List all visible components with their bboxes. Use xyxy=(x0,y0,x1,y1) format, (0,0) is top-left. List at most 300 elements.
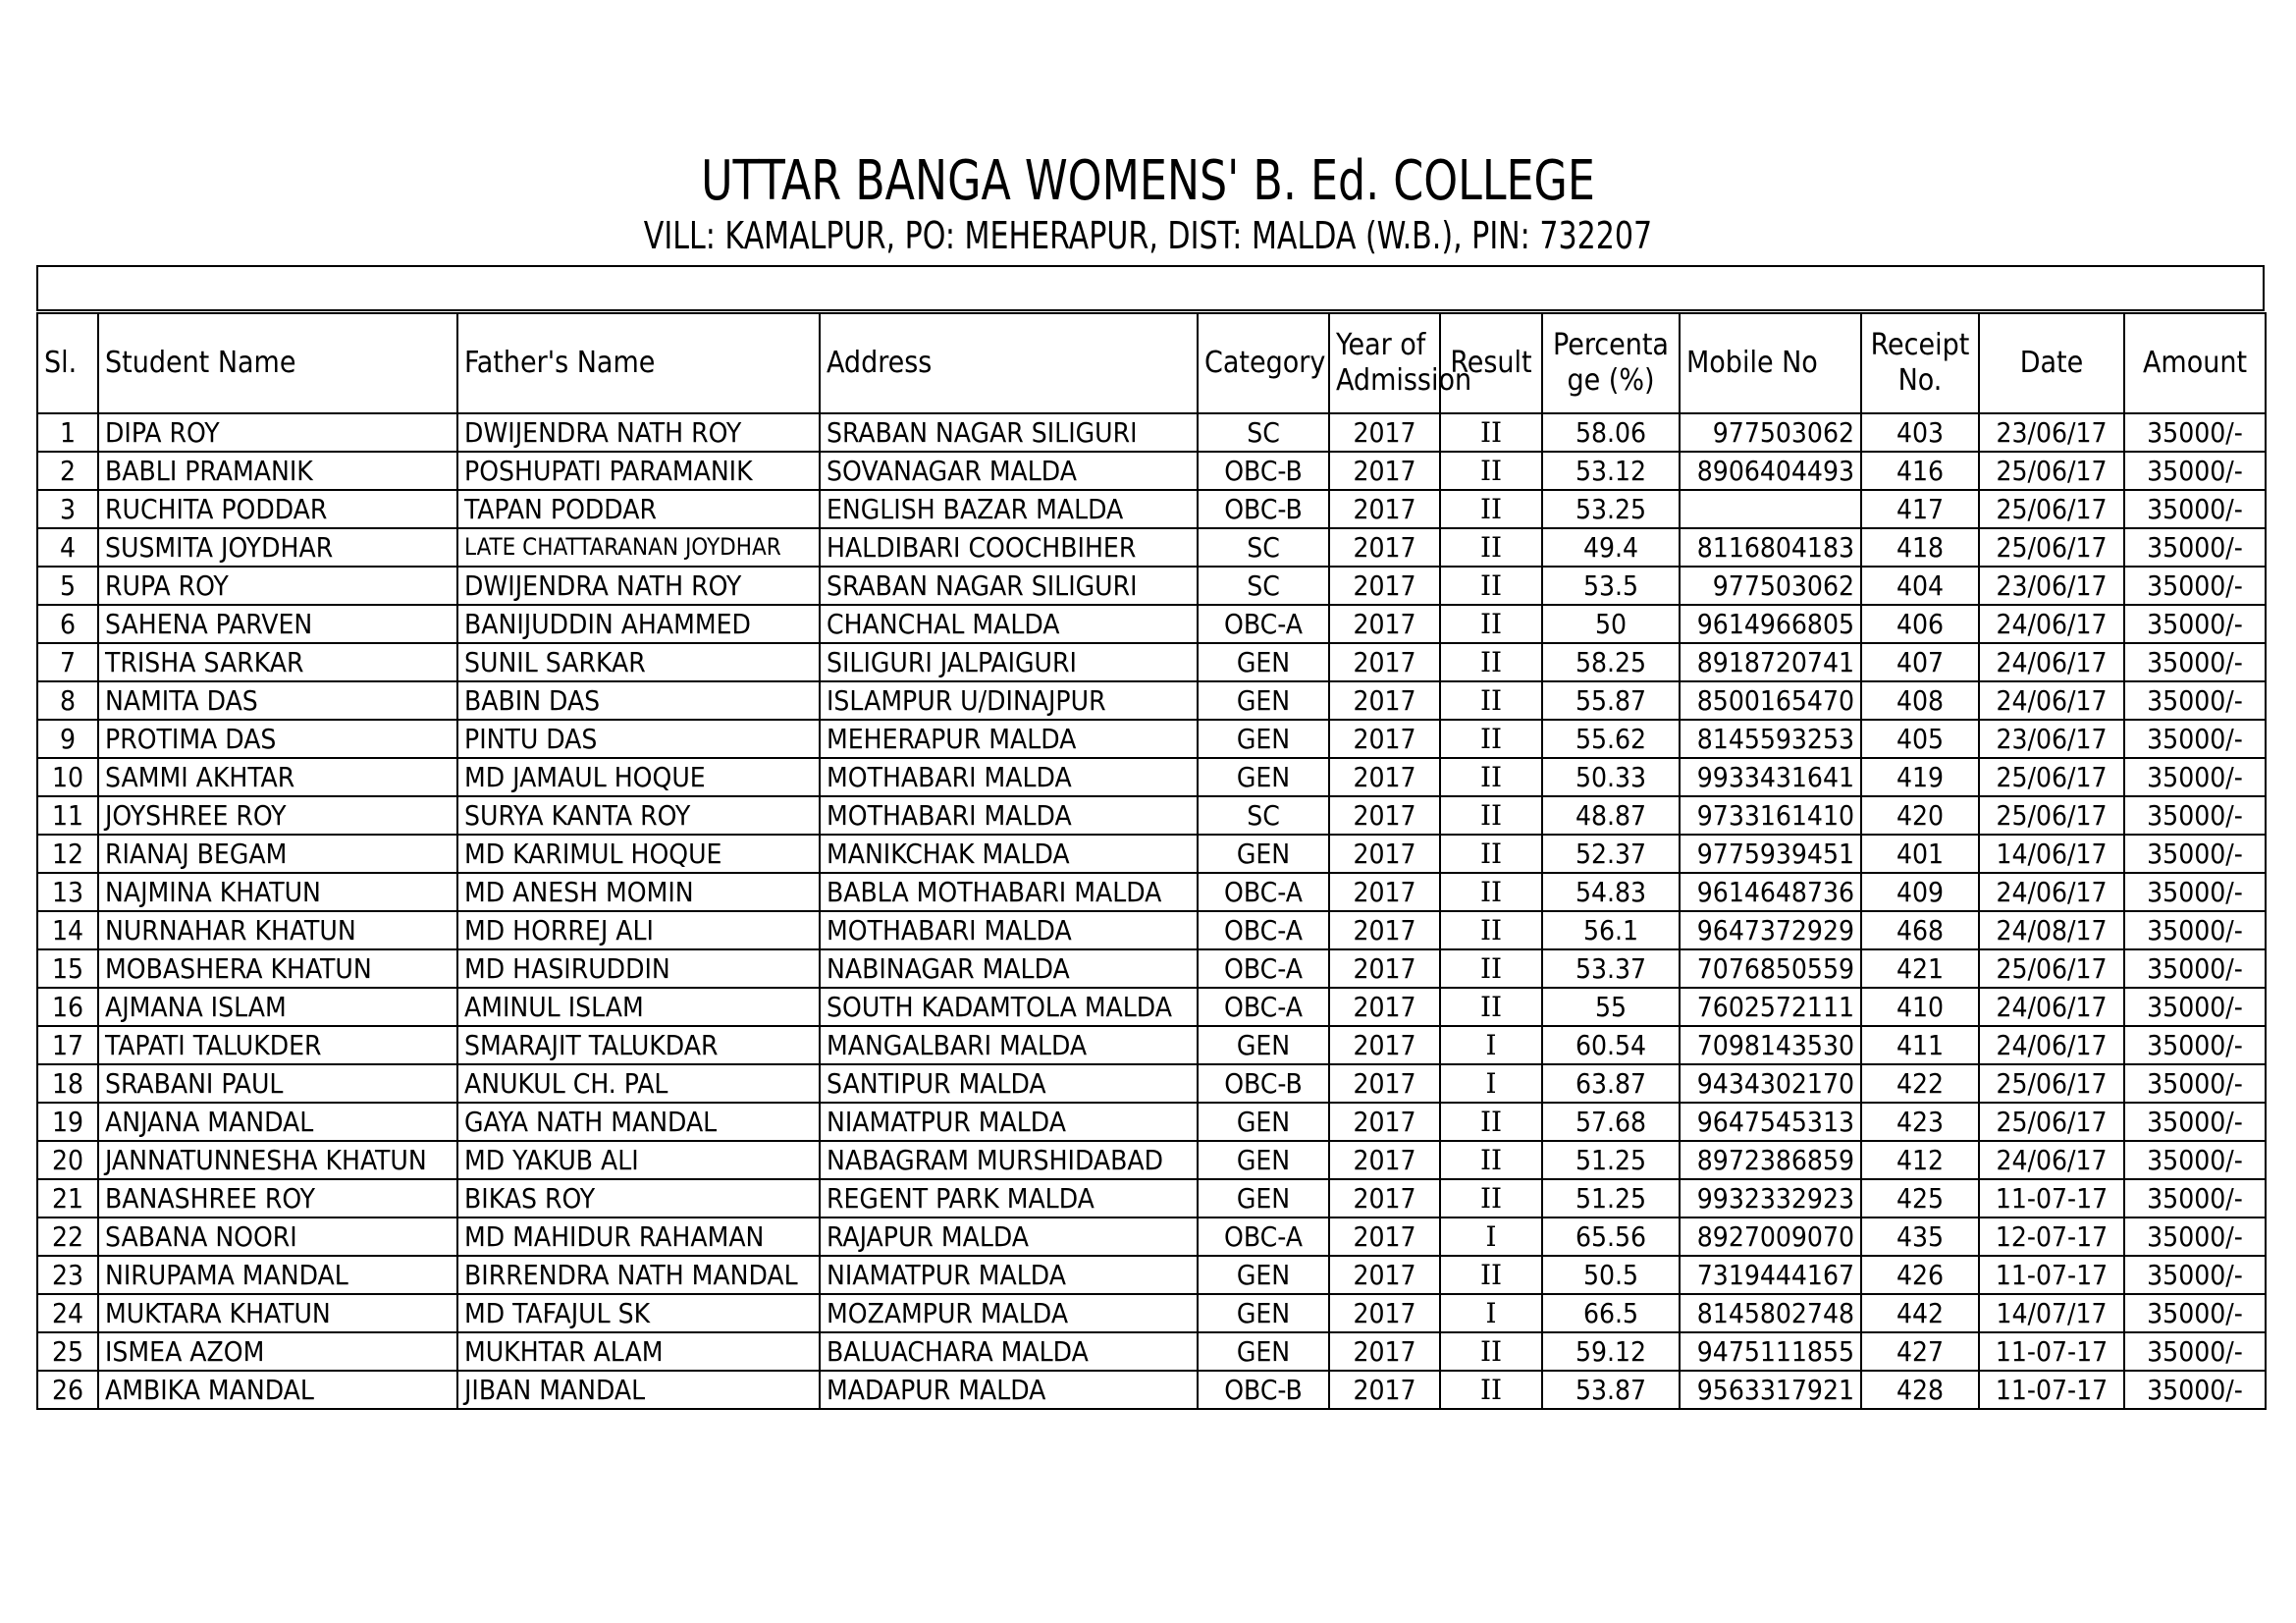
category-cell: SC xyxy=(1198,567,1329,605)
mobile-cell: 8500165470 xyxy=(1680,681,1861,720)
date-cell: 24/06/17 xyxy=(1979,681,2124,720)
address-cell: BABLA MOTHABARI MALDA xyxy=(820,873,1198,911)
result-cell: II xyxy=(1440,605,1542,643)
amount-cell: 35000/- xyxy=(2124,1141,2266,1179)
address-cell: BALUACHARA MALDA xyxy=(820,1332,1198,1371)
address-cell: HALDIBARI COOCHBIHER xyxy=(820,528,1198,567)
mobile-cell: 7098143530 xyxy=(1680,1026,1861,1064)
result-cell: II xyxy=(1440,949,1542,988)
mobile-cell: 8972386859 xyxy=(1680,1141,1861,1179)
result-cell: II xyxy=(1440,452,1542,490)
father-name-cell: MUKHTAR ALAM xyxy=(457,1332,820,1371)
college-address: VILL: KAMALPUR, PO: MEHERAPUR, DIST: MALDA (W.B.), PIN: 732207 xyxy=(643,214,1653,257)
father-name-cell: BIKAS ROY xyxy=(457,1179,820,1217)
receipt-cell: 405 xyxy=(1861,720,1979,758)
date-cell: 11-07-17 xyxy=(1979,1256,2124,1294)
receipt-cell: 408 xyxy=(1861,681,1979,720)
date-cell: 24/06/17 xyxy=(1979,643,2124,681)
receipt-cell: 416 xyxy=(1861,452,1979,490)
result-cell: II xyxy=(1440,796,1542,835)
year-cell: 2017 xyxy=(1329,490,1440,528)
category-cell: OBC-A xyxy=(1198,873,1329,911)
table-row xyxy=(37,873,2266,911)
percentage-cell: 51.25 xyxy=(1542,1179,1680,1217)
category-cell: GEN xyxy=(1198,1026,1329,1064)
amount-cell: 35000/- xyxy=(2124,1294,2266,1332)
table-row xyxy=(37,1064,2266,1103)
receipt-cell: 425 xyxy=(1861,1179,1979,1217)
category-cell: GEN xyxy=(1198,1103,1329,1141)
receipt-cell: 406 xyxy=(1861,605,1979,643)
percentage-cell: 55 xyxy=(1542,988,1680,1026)
mobile-cell xyxy=(1680,490,1861,528)
address-cell: SILIGURI JALPAIGURI xyxy=(820,643,1198,681)
address-cell: MADAPUR MALDA xyxy=(820,1371,1198,1409)
date-cell: 25/06/17 xyxy=(1979,528,2124,567)
sl-cell: 24 xyxy=(37,1294,98,1332)
table-row xyxy=(37,413,2266,452)
category-cell: GEN xyxy=(1198,1332,1329,1371)
year-cell: 2017 xyxy=(1329,1026,1440,1064)
sl-cell: 5 xyxy=(37,567,98,605)
year-cell: 2017 xyxy=(1329,720,1440,758)
table-row xyxy=(37,911,2266,949)
amount-cell: 35000/- xyxy=(2124,452,2266,490)
amount-cell: 35000/- xyxy=(2124,681,2266,720)
mobile-cell: 9647545313 xyxy=(1680,1103,1861,1141)
sl-cell: 16 xyxy=(37,988,98,1026)
table-row xyxy=(37,1103,2266,1141)
year-cell: 2017 xyxy=(1329,605,1440,643)
mobile-cell: 8918720741 xyxy=(1680,643,1861,681)
amount-cell: 35000/- xyxy=(2124,643,2266,681)
result-cell: II xyxy=(1440,413,1542,452)
father-name-cell: MD ANESH MOMIN xyxy=(457,873,820,911)
table-row xyxy=(37,720,2266,758)
receipt-cell: 412 xyxy=(1861,1141,1979,1179)
table-row xyxy=(37,1371,2266,1409)
date-cell: 25/06/17 xyxy=(1979,949,2124,988)
year-cell: 2017 xyxy=(1329,949,1440,988)
result-cell: II xyxy=(1440,720,1542,758)
father-name-cell: LATE CHATTARANAN JOYDHAR xyxy=(457,528,820,567)
amount-cell: 35000/- xyxy=(2124,1256,2266,1294)
amount-cell: 35000/- xyxy=(2124,1103,2266,1141)
student-name-cell: MUKTARA KHATUN xyxy=(98,1294,457,1332)
percentage-cell: 53.5 xyxy=(1542,567,1680,605)
date-cell: 23/06/17 xyxy=(1979,720,2124,758)
receipt-cell: 442 xyxy=(1861,1294,1979,1332)
result-cell: II xyxy=(1440,1141,1542,1179)
result-cell: II xyxy=(1440,758,1542,796)
mobile-cell: 9434302170 xyxy=(1680,1064,1861,1103)
amount-cell: 35000/- xyxy=(2124,988,2266,1026)
table-row xyxy=(37,452,2266,490)
father-name-cell: SURYA KANTA ROY xyxy=(457,796,820,835)
table-row xyxy=(37,1256,2266,1294)
sl-cell: 17 xyxy=(37,1026,98,1064)
father-name-cell: MD HASIRUDDIN xyxy=(457,949,820,988)
year-cell: 2017 xyxy=(1329,911,1440,949)
mobile-cell: 9932332923 xyxy=(1680,1179,1861,1217)
receipt-cell: 409 xyxy=(1861,873,1979,911)
result-cell: II xyxy=(1440,911,1542,949)
year-cell: 2017 xyxy=(1329,413,1440,452)
receipt-cell: 403 xyxy=(1861,413,1979,452)
father-name-cell: PINTU DAS xyxy=(457,720,820,758)
category-cell: GEN xyxy=(1198,1141,1329,1179)
mobile-cell: 8145593253 xyxy=(1680,720,1861,758)
result-cell: II xyxy=(1440,567,1542,605)
address-cell: REGENT PARK MALDA xyxy=(820,1179,1198,1217)
percentage-cell: 50.33 xyxy=(1542,758,1680,796)
address-cell: SRABAN NAGAR SILIGURI xyxy=(820,567,1198,605)
receipt-cell: 427 xyxy=(1861,1332,1979,1371)
date-cell: 23/06/17 xyxy=(1979,413,2124,452)
address-cell: MOTHABARI MALDA xyxy=(820,911,1198,949)
category-cell: GEN xyxy=(1198,1294,1329,1332)
date-cell: 24/06/17 xyxy=(1979,873,2124,911)
date-cell: 11-07-17 xyxy=(1979,1332,2124,1371)
amount-cell: 35000/- xyxy=(2124,835,2266,873)
percentage-cell: 56.1 xyxy=(1542,911,1680,949)
receipt-cell: 404 xyxy=(1861,567,1979,605)
student-name-cell: NURNAHAR KHATUN xyxy=(98,911,457,949)
receipt-cell: 421 xyxy=(1861,949,1979,988)
father-name-cell: BABIN DAS xyxy=(457,681,820,720)
student-name-cell: BANASHREE ROY xyxy=(98,1179,457,1217)
address-cell: MOTHABARI MALDA xyxy=(820,758,1198,796)
table-row xyxy=(37,605,2266,643)
date-cell: 12-07-17 xyxy=(1979,1217,2124,1256)
col-header-father-name: Father's Name xyxy=(457,313,820,413)
father-name-cell: AMINUL ISLAM xyxy=(457,988,820,1026)
mobile-cell: 977503062 xyxy=(1680,567,1861,605)
table-row xyxy=(37,1141,2266,1179)
date-cell: 24/08/17 xyxy=(1979,911,2124,949)
percentage-cell: 55.87 xyxy=(1542,681,1680,720)
mobile-cell: 7076850559 xyxy=(1680,949,1861,988)
sl-cell: 23 xyxy=(37,1256,98,1294)
receipt-cell: 418 xyxy=(1861,528,1979,567)
father-name-cell: MD KARIMUL HOQUE xyxy=(457,835,820,873)
father-name-cell: MD MAHIDUR RAHAMAN xyxy=(457,1217,820,1256)
category-cell: OBC-A xyxy=(1198,949,1329,988)
result-cell: II xyxy=(1440,1256,1542,1294)
table-row xyxy=(37,643,2266,681)
result-cell: I xyxy=(1440,1064,1542,1103)
receipt-cell: 407 xyxy=(1861,643,1979,681)
date-cell: 25/06/17 xyxy=(1979,796,2124,835)
date-cell: 25/06/17 xyxy=(1979,758,2124,796)
result-cell: II xyxy=(1440,490,1542,528)
student-name-cell: AMBIKA MANDAL xyxy=(98,1371,457,1409)
address-cell: CHANCHAL MALDA xyxy=(820,605,1198,643)
col-header-student-name: Student Name xyxy=(98,313,457,413)
sl-cell: 13 xyxy=(37,873,98,911)
address-cell: RAJAPUR MALDA xyxy=(820,1217,1198,1256)
sl-cell: 4 xyxy=(37,528,98,567)
table-row xyxy=(37,949,2266,988)
col-header-sl: Sl. xyxy=(37,313,98,413)
year-cell: 2017 xyxy=(1329,1332,1440,1371)
percentage-cell: 55.62 xyxy=(1542,720,1680,758)
table-row xyxy=(37,988,2266,1026)
sl-cell: 14 xyxy=(37,911,98,949)
percentage-cell: 59.12 xyxy=(1542,1332,1680,1371)
percentage-cell: 52.37 xyxy=(1542,835,1680,873)
mobile-cell: 9933431641 xyxy=(1680,758,1861,796)
percentage-cell: 66.5 xyxy=(1542,1294,1680,1332)
percentage-cell: 60.54 xyxy=(1542,1026,1680,1064)
amount-cell: 35000/- xyxy=(2124,1332,2266,1371)
year-cell: 2017 xyxy=(1329,1141,1440,1179)
category-cell: SC xyxy=(1198,413,1329,452)
mobile-cell: 8145802748 xyxy=(1680,1294,1861,1332)
date-cell: 24/06/17 xyxy=(1979,1026,2124,1064)
sl-cell: 20 xyxy=(37,1141,98,1179)
date-cell: 23/06/17 xyxy=(1979,567,2124,605)
amount-cell: 35000/- xyxy=(2124,1371,2266,1409)
student-name-cell: JOYSHREE ROY xyxy=(98,796,457,835)
year-cell: 2017 xyxy=(1329,567,1440,605)
table-row xyxy=(37,1217,2266,1256)
table-row xyxy=(37,796,2266,835)
amount-cell: 35000/- xyxy=(2124,567,2266,605)
table-row xyxy=(37,1026,2266,1064)
student-name-cell: ISMEA AZOM xyxy=(98,1332,457,1371)
result-cell: II xyxy=(1440,1179,1542,1217)
mobile-cell: 9614648736 xyxy=(1680,873,1861,911)
amount-cell: 35000/- xyxy=(2124,1179,2266,1217)
student-name-cell: PROTIMA DAS xyxy=(98,720,457,758)
date-cell: 25/06/17 xyxy=(1979,1103,2124,1141)
percentage-cell: 49.4 xyxy=(1542,528,1680,567)
category-cell: GEN xyxy=(1198,720,1329,758)
year-cell: 2017 xyxy=(1329,1217,1440,1256)
address-cell: NABINAGAR MALDA xyxy=(820,949,1198,988)
col-header-amount: Amount xyxy=(2124,313,2266,413)
date-cell: 25/06/17 xyxy=(1979,490,2124,528)
result-cell: II xyxy=(1440,988,1542,1026)
table-row xyxy=(37,681,2266,720)
student-name-cell: JANNATUNNESHA KHATUN xyxy=(98,1141,457,1179)
category-cell: SC xyxy=(1198,528,1329,567)
address-cell: ENGLISH BAZAR MALDA xyxy=(820,490,1198,528)
father-name-cell: TAPAN PODDAR xyxy=(457,490,820,528)
percentage-cell: 58.25 xyxy=(1542,643,1680,681)
percentage-cell: 53.87 xyxy=(1542,1371,1680,1409)
sl-cell: 1 xyxy=(37,413,98,452)
sl-cell: 15 xyxy=(37,949,98,988)
category-cell: OBC-A xyxy=(1198,988,1329,1026)
amount-cell: 35000/- xyxy=(2124,758,2266,796)
address-cell: NABAGRAM MURSHIDABAD xyxy=(820,1141,1198,1179)
mobile-cell: 9733161410 xyxy=(1680,796,1861,835)
receipt-cell: 419 xyxy=(1861,758,1979,796)
amount-cell: 35000/- xyxy=(2124,796,2266,835)
category-cell: GEN xyxy=(1198,1256,1329,1294)
father-name-cell: MD YAKUB ALI xyxy=(457,1141,820,1179)
category-cell: OBC-B xyxy=(1198,1371,1329,1409)
result-cell: II xyxy=(1440,873,1542,911)
student-name-cell: SAMMI AKHTAR xyxy=(98,758,457,796)
col-header-mobile-no: Mobile No xyxy=(1680,313,1861,413)
address-cell: NIAMATPUR MALDA xyxy=(820,1256,1198,1294)
table-row xyxy=(37,1294,2266,1332)
father-name-cell: MD HORREJ ALI xyxy=(457,911,820,949)
student-name-cell: SAHENA PARVEN xyxy=(98,605,457,643)
percentage-cell: 53.12 xyxy=(1542,452,1680,490)
date-cell: 14/07/17 xyxy=(1979,1294,2124,1332)
receipt-cell: 410 xyxy=(1861,988,1979,1026)
address-cell: SRABAN NAGAR SILIGURI xyxy=(820,413,1198,452)
amount-cell: 35000/- xyxy=(2124,1217,2266,1256)
year-cell: 2017 xyxy=(1329,796,1440,835)
sl-cell: 22 xyxy=(37,1217,98,1256)
sl-cell: 3 xyxy=(37,490,98,528)
category-cell: OBC-A xyxy=(1198,1217,1329,1256)
sl-cell: 11 xyxy=(37,796,98,835)
year-cell: 2017 xyxy=(1329,1294,1440,1332)
table-row xyxy=(37,528,2266,567)
percentage-cell: 53.37 xyxy=(1542,949,1680,988)
receipt-cell: 468 xyxy=(1861,911,1979,949)
col-header-receipt-no: Receipt No. xyxy=(1861,313,1979,413)
category-cell: SC xyxy=(1198,796,1329,835)
receipt-cell: 435 xyxy=(1861,1217,1979,1256)
table-body xyxy=(37,413,2266,1409)
percentage-cell: 57.68 xyxy=(1542,1103,1680,1141)
date-cell: 25/06/17 xyxy=(1979,452,2124,490)
student-name-cell: MOBASHERA KHATUN xyxy=(98,949,457,988)
date-cell: 24/06/17 xyxy=(1979,1141,2124,1179)
category-cell: GEN xyxy=(1198,835,1329,873)
sl-cell: 9 xyxy=(37,720,98,758)
amount-cell: 35000/- xyxy=(2124,720,2266,758)
student-name-cell: TAPATI TALUKDER xyxy=(98,1026,457,1064)
student-name-cell: RUCHITA PODDAR xyxy=(98,490,457,528)
sl-cell: 21 xyxy=(37,1179,98,1217)
sl-cell: 19 xyxy=(37,1103,98,1141)
table-row xyxy=(37,758,2266,796)
year-cell: 2017 xyxy=(1329,988,1440,1026)
amount-cell: 35000/- xyxy=(2124,413,2266,452)
col-header-result: Result xyxy=(1440,313,1542,413)
amount-cell: 35000/- xyxy=(2124,605,2266,643)
receipt-cell: 417 xyxy=(1861,490,1979,528)
year-cell: 2017 xyxy=(1329,1371,1440,1409)
amount-cell: 35000/- xyxy=(2124,911,2266,949)
sl-cell: 8 xyxy=(37,681,98,720)
address-cell: MANIKCHAK MALDA xyxy=(820,835,1198,873)
sl-cell: 18 xyxy=(37,1064,98,1103)
percentage-cell: 58.06 xyxy=(1542,413,1680,452)
table-header-row xyxy=(37,313,2266,413)
col-header-address: Address xyxy=(820,313,1198,413)
percentage-cell: 54.83 xyxy=(1542,873,1680,911)
percentage-cell: 53.25 xyxy=(1542,490,1680,528)
category-cell: OBC-A xyxy=(1198,605,1329,643)
student-name-cell: ANJANA MANDAL xyxy=(98,1103,457,1141)
percentage-cell: 48.87 xyxy=(1542,796,1680,835)
father-name-cell: POSHUPATI PARAMANIK xyxy=(457,452,820,490)
address-cell: MOZAMPUR MALDA xyxy=(820,1294,1198,1332)
father-name-cell: DWIJENDRA NATH ROY xyxy=(457,413,820,452)
address-cell: MEHERAPUR MALDA xyxy=(820,720,1198,758)
address-cell: NIAMATPUR MALDA xyxy=(820,1103,1198,1141)
category-cell: OBC-B xyxy=(1198,452,1329,490)
father-name-cell: ANUKUL CH. PAL xyxy=(457,1064,820,1103)
date-cell: 11-07-17 xyxy=(1979,1371,2124,1409)
father-name-cell: SMARAJIT TALUKDAR xyxy=(457,1026,820,1064)
student-name-cell: SUSMITA JOYDHAR xyxy=(98,528,457,567)
address-cell: MOTHABARI MALDA xyxy=(820,796,1198,835)
father-name-cell: DWIJENDRA NATH ROY xyxy=(457,567,820,605)
mobile-cell: 9647372929 xyxy=(1680,911,1861,949)
year-cell: 2017 xyxy=(1329,873,1440,911)
amount-cell: 35000/- xyxy=(2124,490,2266,528)
father-name-cell: BIRRENDRA NATH MANDAL xyxy=(457,1256,820,1294)
sl-cell: 12 xyxy=(37,835,98,873)
result-cell: II xyxy=(1440,643,1542,681)
receipt-cell: 422 xyxy=(1861,1064,1979,1103)
receipt-cell: 401 xyxy=(1861,835,1979,873)
student-name-cell: TRISHA SARKAR xyxy=(98,643,457,681)
father-name-cell: MD JAMAUL HOQUE xyxy=(457,758,820,796)
percentage-cell: 51.25 xyxy=(1542,1141,1680,1179)
result-cell: II xyxy=(1440,1332,1542,1371)
category-cell: GEN xyxy=(1198,758,1329,796)
year-cell: 2017 xyxy=(1329,1179,1440,1217)
amount-cell: 35000/- xyxy=(2124,528,2266,567)
student-name-cell: AJMANA ISLAM xyxy=(98,988,457,1026)
result-cell: II xyxy=(1440,681,1542,720)
mobile-cell: 8906404493 xyxy=(1680,452,1861,490)
receipt-cell: 426 xyxy=(1861,1256,1979,1294)
student-name-cell: RIANAJ BEGAM xyxy=(98,835,457,873)
table-row xyxy=(37,1179,2266,1217)
address-cell: SOUTH KADAMTOLA MALDA xyxy=(820,988,1198,1026)
student-name-cell: BABLI PRAMANIK xyxy=(98,452,457,490)
student-fee-table xyxy=(36,312,2267,1410)
mobile-cell: 7602572111 xyxy=(1680,988,1861,1026)
result-cell: I xyxy=(1440,1217,1542,1256)
result-cell: II xyxy=(1440,835,1542,873)
student-name-cell: SRABANI PAUL xyxy=(98,1064,457,1103)
year-cell: 2017 xyxy=(1329,643,1440,681)
year-cell: 2017 xyxy=(1329,758,1440,796)
blank-header-bar xyxy=(36,265,2265,311)
mobile-cell: 9563317921 xyxy=(1680,1371,1861,1409)
receipt-cell: 428 xyxy=(1861,1371,1979,1409)
receipt-cell: 423 xyxy=(1861,1103,1979,1141)
category-cell: GEN xyxy=(1198,1179,1329,1217)
father-name-cell: GAYA NATH MANDAL xyxy=(457,1103,820,1141)
college-title: UTTAR BANGA WOMENS' B. Ed. COLLEGE xyxy=(701,149,1595,213)
student-name-cell: NAJMINA KHATUN xyxy=(98,873,457,911)
col-header-category: Category xyxy=(1198,313,1329,413)
receipt-cell: 420 xyxy=(1861,796,1979,835)
student-name-cell: DIPA ROY xyxy=(98,413,457,452)
table-row xyxy=(37,567,2266,605)
result-cell: II xyxy=(1440,1371,1542,1409)
table-row xyxy=(37,835,2266,873)
mobile-cell: 9775939451 xyxy=(1680,835,1861,873)
father-name-cell: BANIJUDDIN AHAMMED xyxy=(457,605,820,643)
father-name-cell: MD TAFAJUL SK xyxy=(457,1294,820,1332)
receipt-cell: 411 xyxy=(1861,1026,1979,1064)
